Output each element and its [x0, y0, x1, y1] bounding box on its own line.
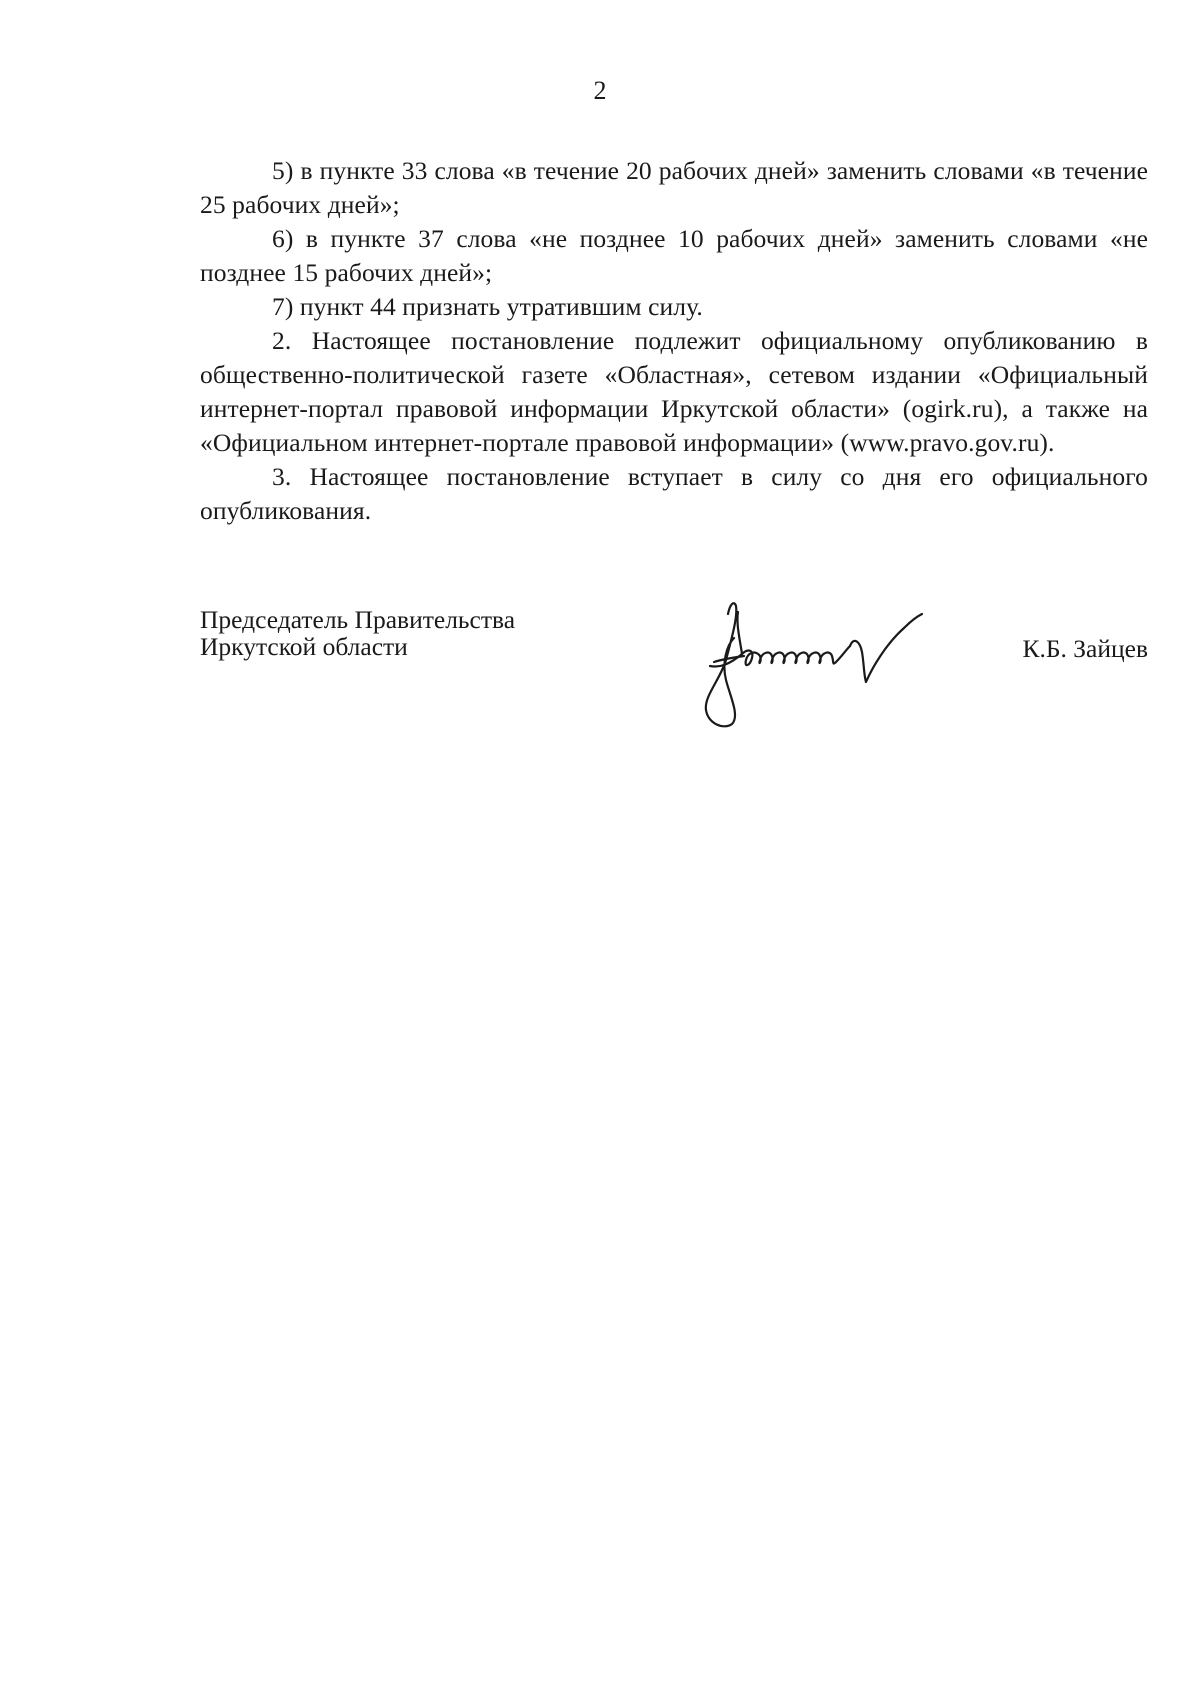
- paragraph-effective-date: 3. Настоящее постановление вступает в силу со дня его официального опубликования.: [200, 462, 1148, 525]
- signature-block: [200, 606, 1148, 746]
- signatory-title-line-2: Иркутской области: [200, 632, 408, 661]
- signatory-name: К.Б. Зайцев: [1022, 634, 1148, 663]
- handwritten-signature-icon: [690, 584, 960, 734]
- signatory-title: [200, 606, 580, 660]
- signatory-title-line-1: Председатель Правительства: [200, 605, 516, 634]
- paragraph-publication: 2. Настоящее постановление подлежит официальному опубликованию в общественно-политической газете «Областная», сетевом издании «Официальный интернет-портал правовой информации Иркутской области» (ogirk.ru), а также на «Официальном интернет-портале правовой информации» (www.pravo.gov.ru).: [200, 326, 1148, 457]
- page-number: 2: [593, 76, 607, 105]
- document-body: [200, 154, 1148, 528]
- paragraph-item-7: 7) пункт 44 признать утратившим силу.: [272, 292, 703, 321]
- paragraph-item-5: 5) в пункте 33 слова «в течение 20 рабочих дней» заменить словами «в течение 25 рабочих дней»;: [200, 156, 1148, 219]
- paragraph-item-6: 6) в пункте 37 слова «не позднее 10 рабочих дней» заменить словами «не позднее 15 рабочих дней»;: [200, 224, 1148, 287]
